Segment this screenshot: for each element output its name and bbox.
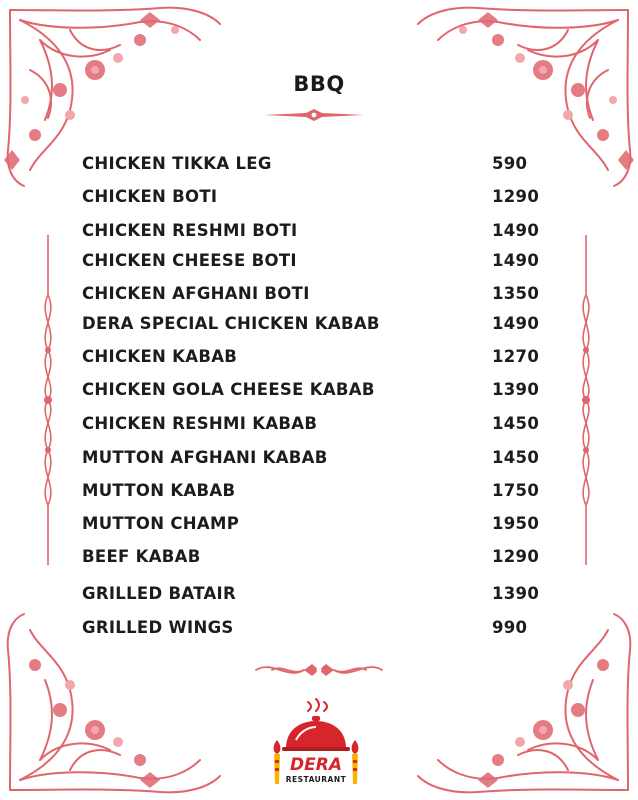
item-price: 1950 (492, 514, 540, 533)
item-price: 1390 (492, 380, 540, 399)
menu-item (82, 154, 552, 178)
item-price: 1750 (492, 481, 540, 500)
item-name: MUTTON AFGHANI KABAB (82, 448, 328, 467)
item-name: CHICKEN GOLA CHEESE KABAB (82, 380, 375, 399)
item-name: BEEF KABAB (82, 547, 201, 566)
menu-item (82, 347, 552, 371)
menu-item (82, 187, 552, 211)
item-price: 1450 (492, 414, 540, 433)
item-name: CHICKEN KABAB (82, 347, 238, 366)
menu-item (82, 584, 552, 608)
item-name: CHICKEN RESHMI KABAB (82, 414, 318, 433)
item-price: 1490 (492, 251, 540, 270)
menu-item (82, 251, 552, 275)
item-name: CHICKEN AFGHANI BOTI (82, 284, 310, 303)
item-price: 1290 (492, 547, 540, 566)
bottom-divider-ornament (252, 658, 386, 682)
item-price: 1490 (492, 221, 540, 240)
item-name: DERA SPECIAL CHICKEN KABAB (82, 314, 380, 333)
item-price: 1290 (492, 187, 540, 206)
menu-item (82, 618, 552, 642)
item-name: MUTTON CHAMP (82, 514, 240, 533)
dera-restaurant-logo (268, 696, 364, 792)
item-name: CHICKEN TIKKA LEG (82, 154, 272, 173)
menu-item (82, 414, 552, 438)
item-name: GRILLED WINGS (82, 618, 234, 637)
item-price: 990 (492, 618, 528, 637)
logo-brand-text: DERA (290, 755, 342, 775)
menu-item (82, 514, 552, 538)
menu-item (82, 448, 552, 472)
menu-item (82, 380, 552, 404)
item-price: 590 (492, 154, 528, 173)
item-name: MUTTON KABAB (82, 481, 236, 500)
item-price: 1490 (492, 314, 540, 333)
item-name: CHICKEN BOTI (82, 187, 218, 206)
menu-item (82, 284, 552, 308)
menu-item (82, 314, 552, 338)
item-name: GRILLED BATAIR (82, 584, 236, 603)
logo-subtitle-text: RESTAURANT (285, 775, 347, 784)
item-price: 1390 (492, 584, 540, 603)
section-title: BBQ (293, 72, 345, 96)
item-price: 1450 (492, 448, 540, 467)
item-name: CHICKEN CHEESE BOTI (82, 251, 297, 270)
item-price: 1270 (492, 347, 540, 366)
item-price: 1350 (492, 284, 540, 303)
menu-item (82, 481, 552, 505)
item-name: CHICKEN RESHMI BOTI (82, 221, 298, 240)
menu-item (82, 547, 552, 571)
menu-item (82, 221, 552, 245)
